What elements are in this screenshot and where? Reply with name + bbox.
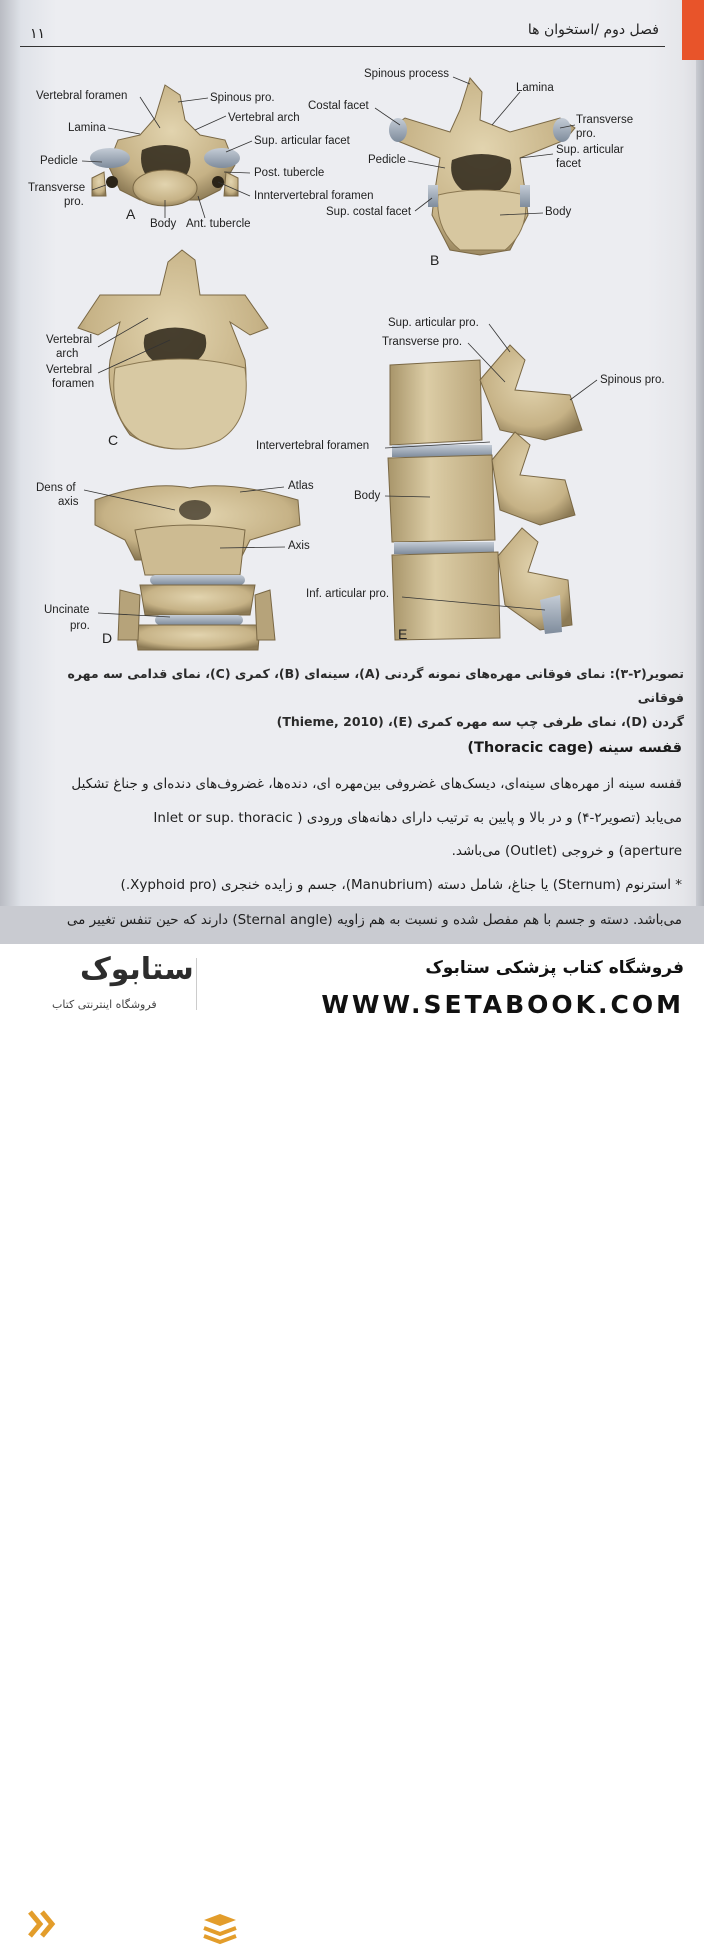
body-line-1: قفسه سینه از مهره‌های سینه‌ای، دیسک‌های غضروفی بین‌مهره ای، دنده‌ها، غضروف‌های دنده‌ای و جناغ تشکیل: [71, 776, 682, 792]
label-axis-dens: axis: [58, 496, 79, 508]
label-intervertebral-foramen: Inntervertebral foramen: [254, 190, 374, 202]
body-line-5: می‌باشد. دسته و جسم با هم مفصل شده و نسبت به هم زاویه (Sternal angle) دارند که حین تنفس تغییر می: [66, 912, 682, 928]
caption-line-1: تصویر(۲-۳): نمای فوقانی مهره‌های نمونه گردنی (A)، سینه‌ای (B)، کمری (C)، نمای قدامی سه مهره فوقانی: [67, 666, 684, 705]
label-spinous-pro: Spinous pro.: [210, 92, 275, 104]
label-ant-tubercle: Ant. tubercle: [186, 218, 251, 230]
label-body-a: Body: [150, 218, 177, 230]
label-inf-articular-pro: Inf. articular pro.: [306, 588, 390, 600]
label-vertebral-c2: Vertebral: [46, 364, 93, 376]
chapter-title: فصل دوم /استخوان ها: [527, 22, 659, 38]
label-transverse-pro: pro.: [64, 196, 84, 208]
panel-letter-a: A: [126, 206, 136, 222]
panel-letter-d: D: [102, 630, 113, 646]
label-foramen-c: foramen: [52, 378, 95, 390]
setabook-logo-icon: [26, 1904, 76, 1944]
label-axis: Axis: [288, 540, 310, 552]
panel-letter-c: C: [108, 432, 119, 448]
label-spinous-pro-e: Spinous pro.: [600, 374, 665, 386]
logo-text: ستابوک: [80, 952, 194, 987]
body-line-3: aperture) و خروجی (Outlet) می‌باشد.: [451, 843, 682, 859]
panel-letter-e: E: [398, 626, 408, 642]
label-transverse-pro-b: pro.: [576, 128, 596, 140]
label-pedicle-b: Pedicle: [368, 154, 406, 166]
panel-letter-b: B: [430, 252, 440, 268]
label-facet-b: facet: [556, 158, 581, 170]
label-vertebral-c1: Vertebral: [46, 334, 93, 346]
page-number: ۱۱: [30, 26, 46, 42]
label-atlas: Atlas: [288, 480, 314, 492]
store-name: فروشگاه کتاب پزشکی ستابوک: [425, 958, 684, 978]
label-uncinate-pro: pro.: [70, 620, 90, 632]
label-transverse: Transverse: [28, 182, 86, 194]
label-lamina: Lamina: [68, 122, 106, 134]
label-dens-of: Dens of: [36, 482, 76, 494]
body-line-4: * استرنوم (Sternum) یا جناغ، شامل دسته (Manubrium)، جسم و زایده خنجری (Xyphoid pro.): [120, 877, 682, 893]
body-line-2: می‌یابد (تصویر۲-۴) و در بالا و پایین به ترتیب دارای دهانه‌های ورودی ( Inlet or sup. thoracic: [153, 810, 682, 826]
book-icon: [200, 1910, 240, 1946]
label-intervertebral-foramen-e: Intervertebral foramen: [256, 440, 370, 452]
label-vertebral-arch: Vertebral arch: [228, 112, 300, 124]
label-sup-articular-facet: Sup. articular facet: [254, 135, 350, 147]
label-post-tubercle: Post. tubercle: [254, 167, 325, 179]
label-sup-articular-pro: Sup. articular pro.: [388, 317, 479, 329]
label-transverse-pro-e: Transverse pro.: [382, 336, 463, 348]
label-lamina-b: Lamina: [516, 82, 554, 94]
label-spinous-process: Spinous process: [364, 68, 450, 80]
logo-subtitle: فروشگاه اینترنتی کتاب: [52, 998, 157, 1011]
label-sup-costal-facet: Sup. costal facet: [326, 206, 412, 218]
label-uncinate: Uncinate: [44, 604, 90, 616]
book-page: [0, 0, 704, 944]
label-body-b: Body: [545, 206, 572, 218]
footer-divider: [196, 958, 197, 1010]
panel-c-lumbar-vertebra: [78, 250, 268, 449]
panel-d-cervical-anterior: [95, 486, 300, 650]
store-url[interactable]: WWW.SETABOOK.COM: [321, 990, 684, 1019]
label-costal-facet: Costal facet: [308, 100, 369, 112]
label-body-e: Body: [354, 490, 381, 502]
caption-line-2: گردن (D)، نمای طرفی چپ سه مهره کمری (E)، (Thieme, 2010): [276, 714, 684, 729]
panel-b-thoracic-vertebra: [389, 78, 575, 255]
label-transverse-b: Transverse: [576, 114, 634, 126]
panel-e-lumbar-lateral: [388, 345, 582, 640]
label-sup-articular-b: Sup. articular: [556, 144, 624, 156]
label-vertebral-foramen: Vertebral foramen: [36, 90, 128, 102]
label-arch-c: arch: [56, 348, 79, 360]
label-pedicle: Pedicle: [40, 155, 78, 167]
section-title: قفسه سینه (Thoracic cage): [467, 740, 682, 756]
figure-caption: [29, 662, 684, 734]
